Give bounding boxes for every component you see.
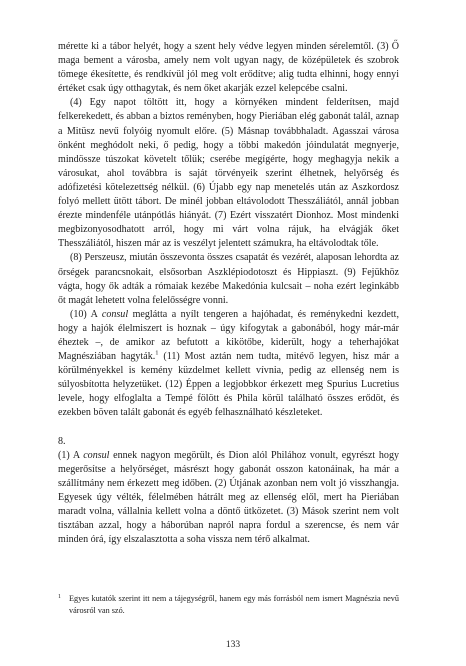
section-spacer xyxy=(58,421,399,435)
paragraph-4 xyxy=(58,308,399,421)
paragraph-4-prefix: (10) A xyxy=(70,308,102,320)
paragraph-1: mérette ki a tábor helyét, hogy a szent hely védve legyen minden sérelemtől. (3) Ő maga bement a városba, amely nem volt ugyan nagy, de középületek és szobrok tömege ékesítette, és rendkívül jól meg volt erődítve; alig tudta elhinni, hogy ennyi értéket csak úgy otthagytak, és nem őket akarják ezzel kelepcébe csalni. xyxy=(58,41,399,95)
footnote-reference: 1 xyxy=(155,349,159,357)
paragraph-4-rest: (11) Most aztán nem tudta, mitévő legyen, hisz már a körülményekkel is kemény küzdelmet kellett vívnia, pedig az ellenség nem is súlyosbította helyzetüket. (12) Éppen a legjobbkor érkezett meg Spurius Lucretius levele, hogy elfoglalta a Tempé fölött és Phila körül található összes erődöt, és ezekben böven talált gabonát és egyéb felhasználható készleteket. xyxy=(58,351,399,419)
paragraph-5 xyxy=(58,449,399,548)
paragraph-3: (8) Perszeusz, miután összevonta összes csapatát és vezérét, alaposan lehordta az őrségek parancsnokait, elsősorban Aszklépiodotoszt és Hippiaszt. (9) Fejükhöz vágta, hogy ők adták a rómaiak kezébe Makedónia kulcsait – noha ezért leginkább őt magát lehetett volna felelősségre vonni. xyxy=(58,252,399,306)
page-number: 133 xyxy=(225,640,241,650)
footnote-area xyxy=(58,593,399,617)
footnote-mark: 1 xyxy=(58,594,61,600)
paragraph-4-text: meglátta a nyílt tengeren a hajóhadat, és reménykedni kezdett, hogy a hajók élelmiszert is hoznak – úgy kifogytak a gabonából, hogy már-már éheztek –, de amikor az befutott a kikötőbe, kiderült, hogy a teherhajókat Magnésziában hagyták. xyxy=(58,308,399,363)
section-number: 8. xyxy=(58,435,66,447)
consul-term-2: consul xyxy=(83,449,110,461)
footnote xyxy=(58,593,399,617)
consul-term: consul xyxy=(101,308,129,320)
main-text xyxy=(58,40,399,547)
paragraph-2: (4) Egy napot töltött itt, hogy a környéken mindent felderítsen, majd felkerekedett, és abban a biztos reményben, hogy Pieriában elég gabonát talál, aznap a Mitüsz nevű folyóig nyomult előre. (5) Másnap továbbhaladt. Agasszai városa önként meghódolt neki, ő pedig, hogy a többi makedón jóindulatát megnyerje, mindössze túszokat követelt tőlük; cserébe megígérte, hogy meghagyja nekik a városukat, ahol továbbra is saját törvényeik szerint élhetnek, helyőrség és adófizetési kötelezettség nélkül. (6) Újabb egy nap menetelés után az Aszkordosz folyó mellett ütött tábort. De minél jobban eltávolodott Thesszáliától, annál jobban érezte mindenféle utánpótlás hiányát. (7) Ezért visszatért Dionhoz. Most mindenki megbizonyosodhatott arról, hogy mi várt volna rájuk, ha elvágják őket Thesszáliától, hiszen már az is veszélyt jelentett számukra, ha eltávolodtak tőle. xyxy=(58,97,399,250)
paragraph-5-rest: ennek nagyon megörült, és Dion alól Philához vonult, egyrészt hogy megerősítse a helyőrséget, másrészt hogy gabonát osszon katonáinak, ha már a szállítmány nem érkezett meg időben. (2) Útjának azonban nem volt jó visszhangja. Egyesek úgy vélték, félelmében hátrált meg az ellenség elől, mert ha Pieriában maradt volna, vállalnia kellett volna a döntő ütközetet. (3) Mások szerint nem volt tisztában azzal, hogy a háborúban napról napra fordul a szerencse, és nem vár minden órá, így elszalasztotta a soha vissza nem térő alkalmat. xyxy=(58,449,399,546)
paragraph-5-prefix: (1) A xyxy=(58,449,84,461)
footnote-text: Egyes kutatók szerint itt nem a tájegységről, hanem egy más forrásból nem ismert Magnészia nevű városról van szó. xyxy=(69,594,399,615)
